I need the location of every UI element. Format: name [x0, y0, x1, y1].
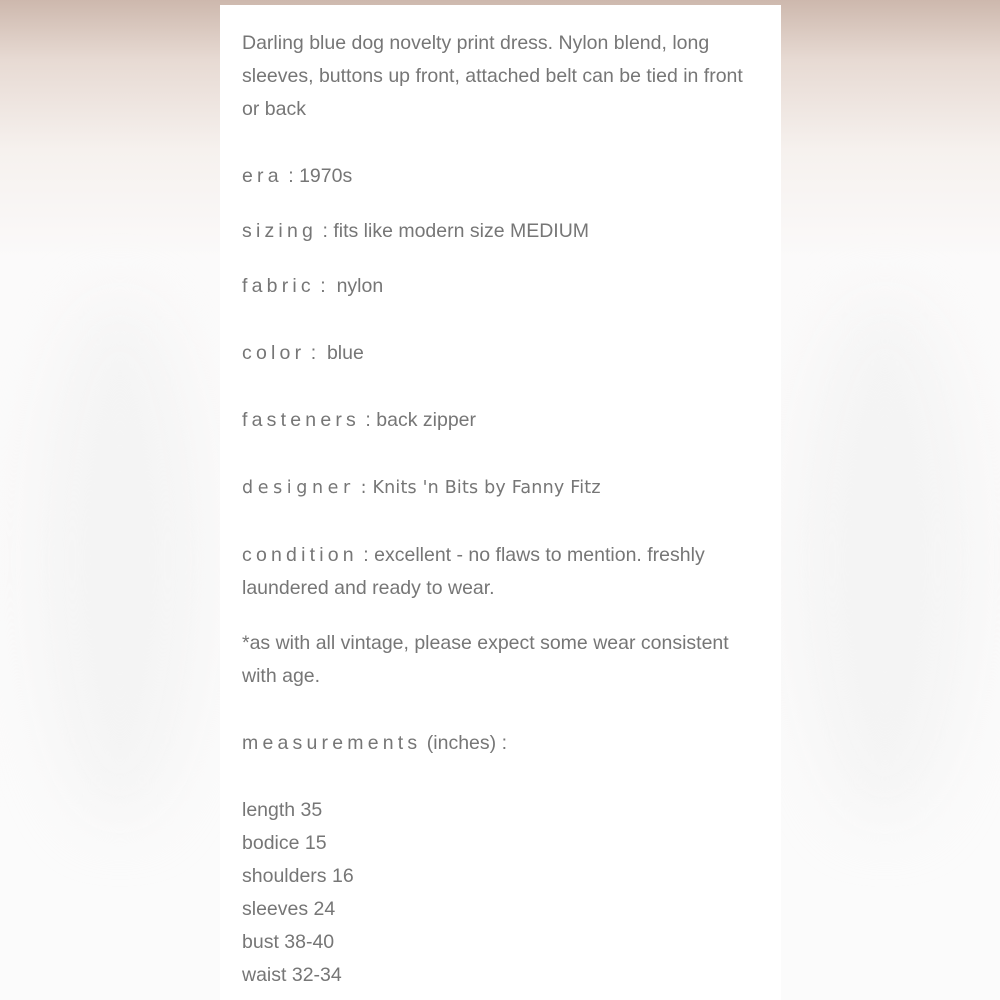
measurement-item: bodice 15 [242, 832, 327, 854]
color-line: color : blue [242, 342, 364, 364]
measurements-label: measurements [242, 732, 422, 754]
background-blur-left [40, 300, 200, 820]
vintage-disclaimer: *as with all vintage, please expect some wear consistent with age. [242, 632, 729, 687]
measurement-item: sleeves 24 [242, 898, 336, 920]
fabric-label: fabric [242, 275, 315, 297]
designer-value: Knits 'n Bits by Fanny Fitz [372, 478, 601, 498]
color-value: blue [326, 342, 364, 364]
era-label: era [242, 165, 283, 187]
measurements-list [242, 794, 759, 992]
fasteners-line: fasteners : back zipper [242, 409, 476, 431]
condition-label: condition [242, 544, 358, 566]
fabric-line: fabric : nylon [242, 275, 384, 297]
background-blur-right [800, 300, 970, 820]
measurement-item: bust 38-40 [242, 931, 335, 953]
measurements-heading: measurements (inches) : [242, 732, 507, 754]
sizing-value: fits like modern size MEDIUM [333, 220, 590, 242]
measurement-item: shoulders 16 [242, 865, 354, 887]
era-value: 1970s [299, 165, 353, 187]
measurement-item: length 35 [242, 799, 323, 821]
fasteners-value: back zipper [376, 409, 476, 431]
fabric-value: nylon [336, 275, 384, 297]
item-intro: Darling blue dog novelty print dress. Nylon blend, long sleeves, buttons up front, attached belt can be tied in front or back [242, 32, 743, 120]
condition-line: condition : excellent - no flaws to mention. freshly laundered and ready to wear. [242, 544, 705, 599]
fasteners-label: fasteners [242, 409, 361, 431]
era-line: era : 1970s [242, 165, 353, 187]
designer-line: designer : Knits 'n Bits by Fanny Fitz [242, 478, 601, 498]
color-label: color [242, 342, 306, 364]
condition-value: excellent - no flaws to mention. freshly laundered and ready to wear. [242, 544, 705, 599]
listing-description-card [220, 5, 781, 1000]
measurement-item: waist 32-34 [242, 964, 342, 986]
sizing-line: sizing : fits like modern size MEDIUM [242, 220, 590, 242]
sizing-label: sizing [242, 220, 318, 242]
designer-label: designer [242, 478, 355, 498]
